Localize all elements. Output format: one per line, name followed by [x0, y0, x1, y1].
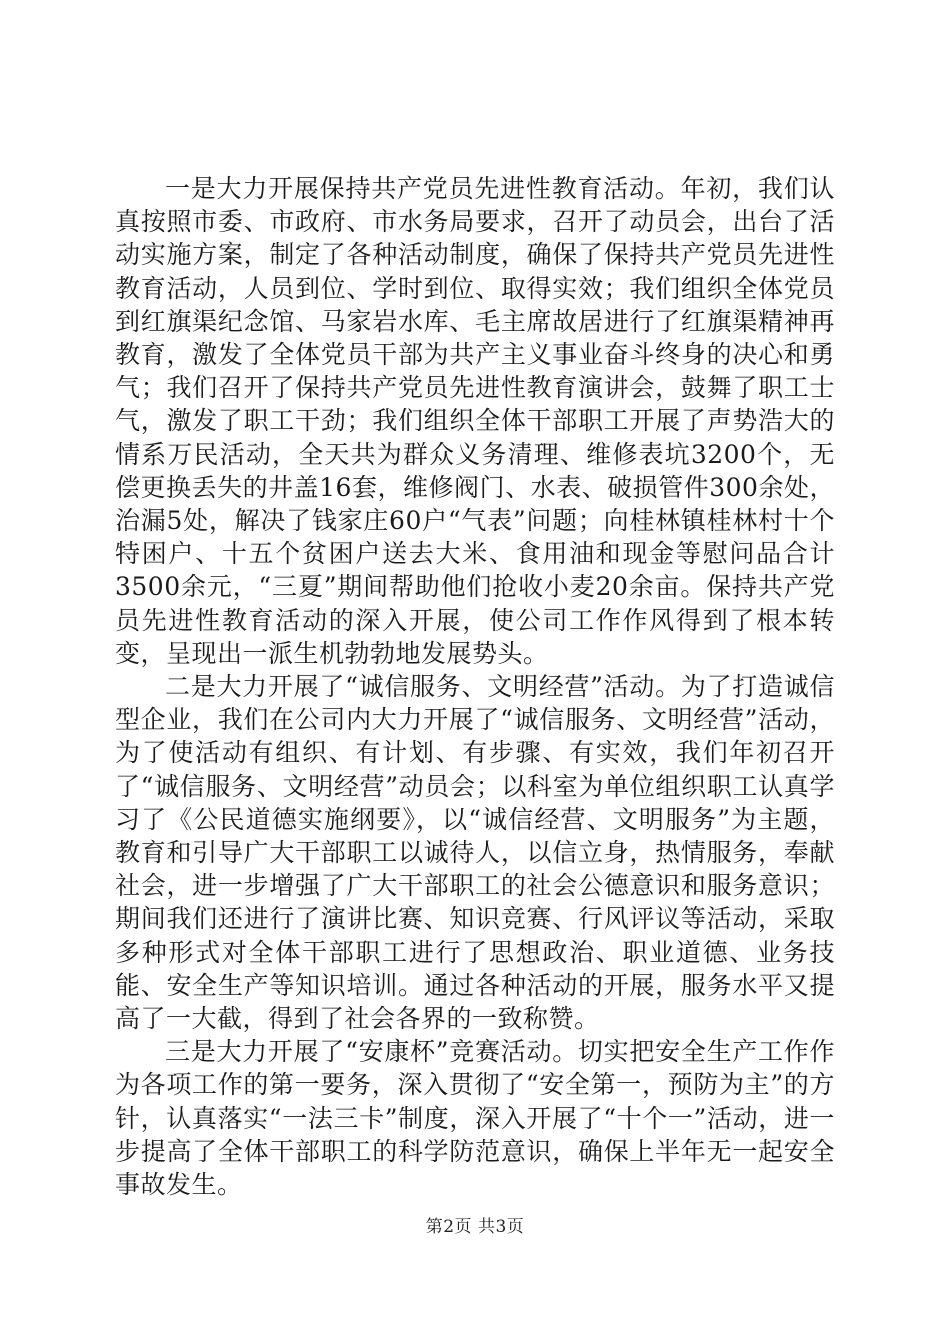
- paragraph-3: 三是大力开展了“安康杯”竞赛活动。切实把安全生产工作作为各项工作的第一要务，深入贯彻了“安全第一，预防为主”的方针，认真落实“一法三卡”制度，深入开展了“十个一”活动，进一步提高了全体干部职工的科学防范意识，确保上半年无一起安全事故发生。: [115, 1037, 835, 1200]
- paragraph-1: 一是大力开展保持共产党员先进性教育活动。年初，我们认真按照市委、市政府、市水务局要求，召开了动员会，出台了活动实施方案，制定了各种活动制度，确保了保持共产党员先进性教育活动，人员到位、学时到位、取得实效；我们组织全体党员到红旗渠纪念馆、马家岩水库、毛主席故居进行了红旗渠精神再教育，激发了全体党员干部为共产主义事业奋斗终身的决心和勇气；我们召开了保持共产党员先进性教育演讲会，鼓舞了职工士气，激发了职工干劲；我们组织全体干部职工开展了声势浩大的情系万民活动，全天共为群众义务清理、维修表坑3200个，无偿更换丢失的井盖16套，维修阀门、水表、破损管件300余处，治漏5处，解决了钱家庄60户“气表”问题；向桂林镇桂林村十个特困户、十五个贫困户送去大米、食用油和现金等慰问品合计3500余元，“三夏”期间帮助他们抢收小麦20余亩。保持共产党员先进性教育活动的深入开展，使公司工作作风得到了根本转变，呈现出一派生机勃勃地发展势头。: [115, 174, 835, 668]
- page-footer: 第2页 共3页: [425, 1217, 525, 1237]
- paragraph-2: 二是大力开展了“诚信服务、文明经营”活动。为了打造诚信型企业，我们在公司内大力开展了“诚信服务、文明经营”活动，为了使活动有组织、有计划、有步骤、有实效，我们年初召开了“诚信服务、文明经营”动员会；以科室为单位组织职工认真学习了《公民道德实施纲要》，以“诚信经营、文明服务”为主题，教育和引导广大干部职工以诚待人，以信立身，热情服务，奉献社会，进一步增强了广大干部职工的社会公德意识和服务意识；期间我们还进行了演讲比赛、知识竞赛、行风评议等活动，采取多种形式对全体干部职工进行了思想政治、职业道德、业务技能、安全生产等知识培训。通过各种活动的开展，服务水平又提高了一大截，得到了社会各界的一致称赞。: [115, 672, 835, 1034]
- document-body: [115, 172, 835, 1201]
